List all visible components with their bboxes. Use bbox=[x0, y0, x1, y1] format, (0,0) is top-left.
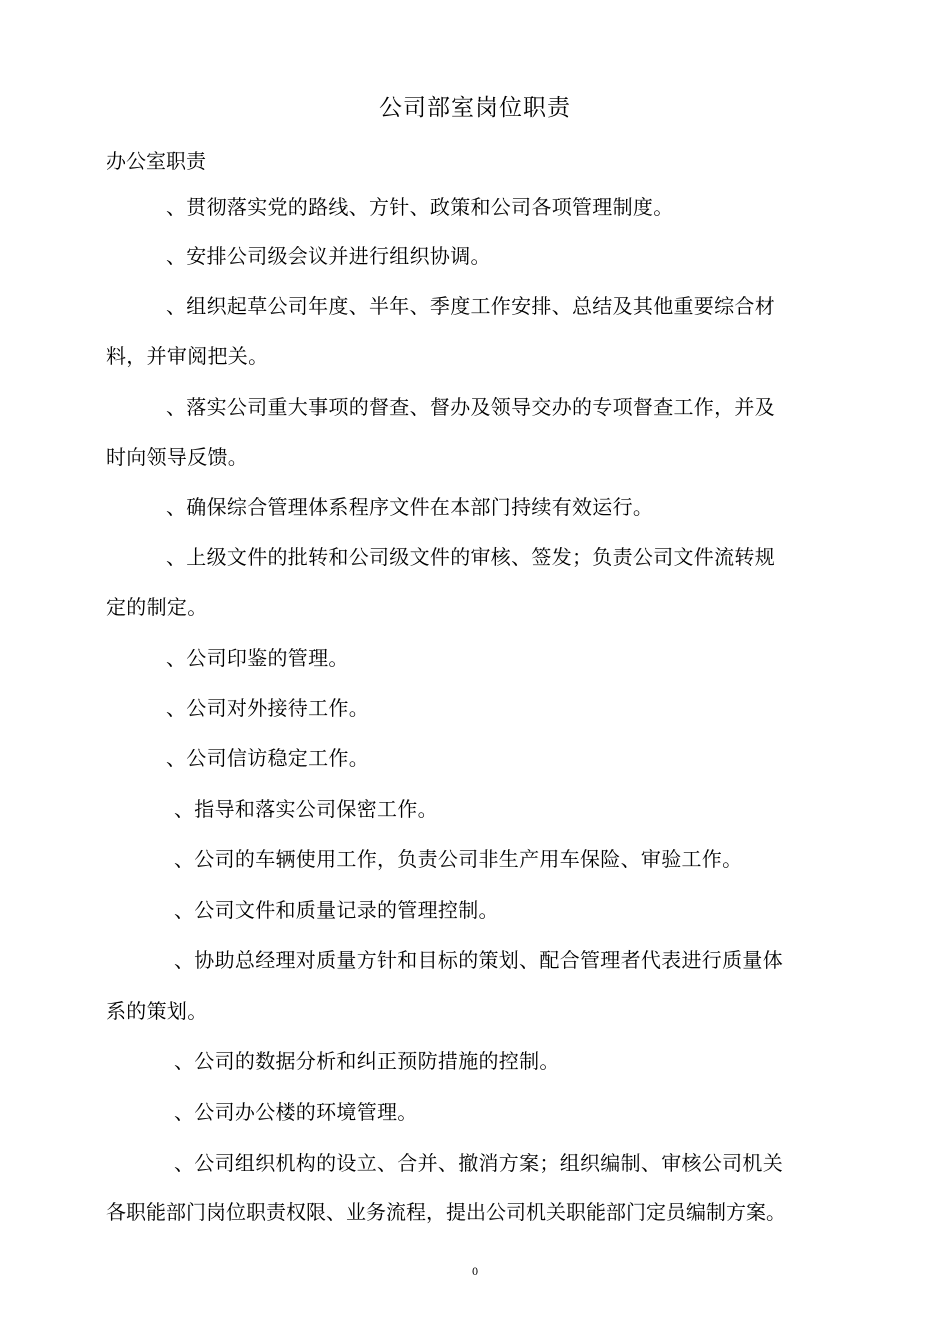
duty-line-continuation: 各职能部门岗位职责权限、业务流程，提出公司机关职能部门定员编制方案。 bbox=[106, 1200, 786, 1224]
duty-line: 、公司对外接待工作。 bbox=[166, 696, 369, 720]
duty-line: 、组织起草公司年度、半年、季度工作安排、总结及其他重要综合材 bbox=[166, 294, 775, 318]
duty-line-continuation: 时向领导反馈。 bbox=[106, 445, 249, 469]
duty-line: 、贯彻落实党的路线、方针、政策和公司各项管理制度。 bbox=[166, 195, 674, 219]
duty-line: 、公司印鉴的管理。 bbox=[166, 646, 349, 670]
duty-line: 、上级文件的批转和公司级文件的审核、签发；负责公司文件流转规 bbox=[166, 545, 775, 569]
duty-line: 、指导和落实公司保密工作。 bbox=[174, 797, 438, 821]
duty-line: 、公司办公楼的环境管理。 bbox=[174, 1100, 418, 1124]
duty-line: 、公司组织机构的设立、合并、撤消方案；组织编制、审核公司机关 bbox=[174, 1151, 783, 1175]
duty-line: 、落实公司重大事项的督查、督办及领导交办的专项督查工作，并及 bbox=[166, 395, 775, 419]
duty-line: 、公司的数据分析和纠正预防措施的控制。 bbox=[174, 1049, 560, 1073]
duty-line-continuation: 定的制定。 bbox=[106, 595, 208, 619]
duty-line: 、公司文件和质量记录的管理控制。 bbox=[174, 898, 499, 922]
document-title: 公司部室岗位职责 bbox=[379, 95, 571, 121]
duty-line: 、公司的车辆使用工作，负责公司非生产用车保险、审验工作。 bbox=[174, 847, 743, 871]
section-heading: 办公室职责 bbox=[106, 149, 206, 173]
duty-line-continuation: 料，并审阅把关。 bbox=[106, 344, 269, 368]
duty-line-continuation: 系的策划。 bbox=[106, 999, 208, 1023]
duty-line: 、公司信访稳定工作。 bbox=[166, 746, 369, 770]
page-number: 0 bbox=[471, 1267, 479, 1278]
duty-line: 、安排公司级会议并进行组织协调。 bbox=[166, 244, 491, 268]
duty-line: 、确保综合管理体系程序文件在本部门持续有效运行。 bbox=[166, 495, 654, 519]
duty-line: 、协助总经理对质量方针和目标的策划、配合管理者代表进行质量体 bbox=[174, 948, 783, 972]
